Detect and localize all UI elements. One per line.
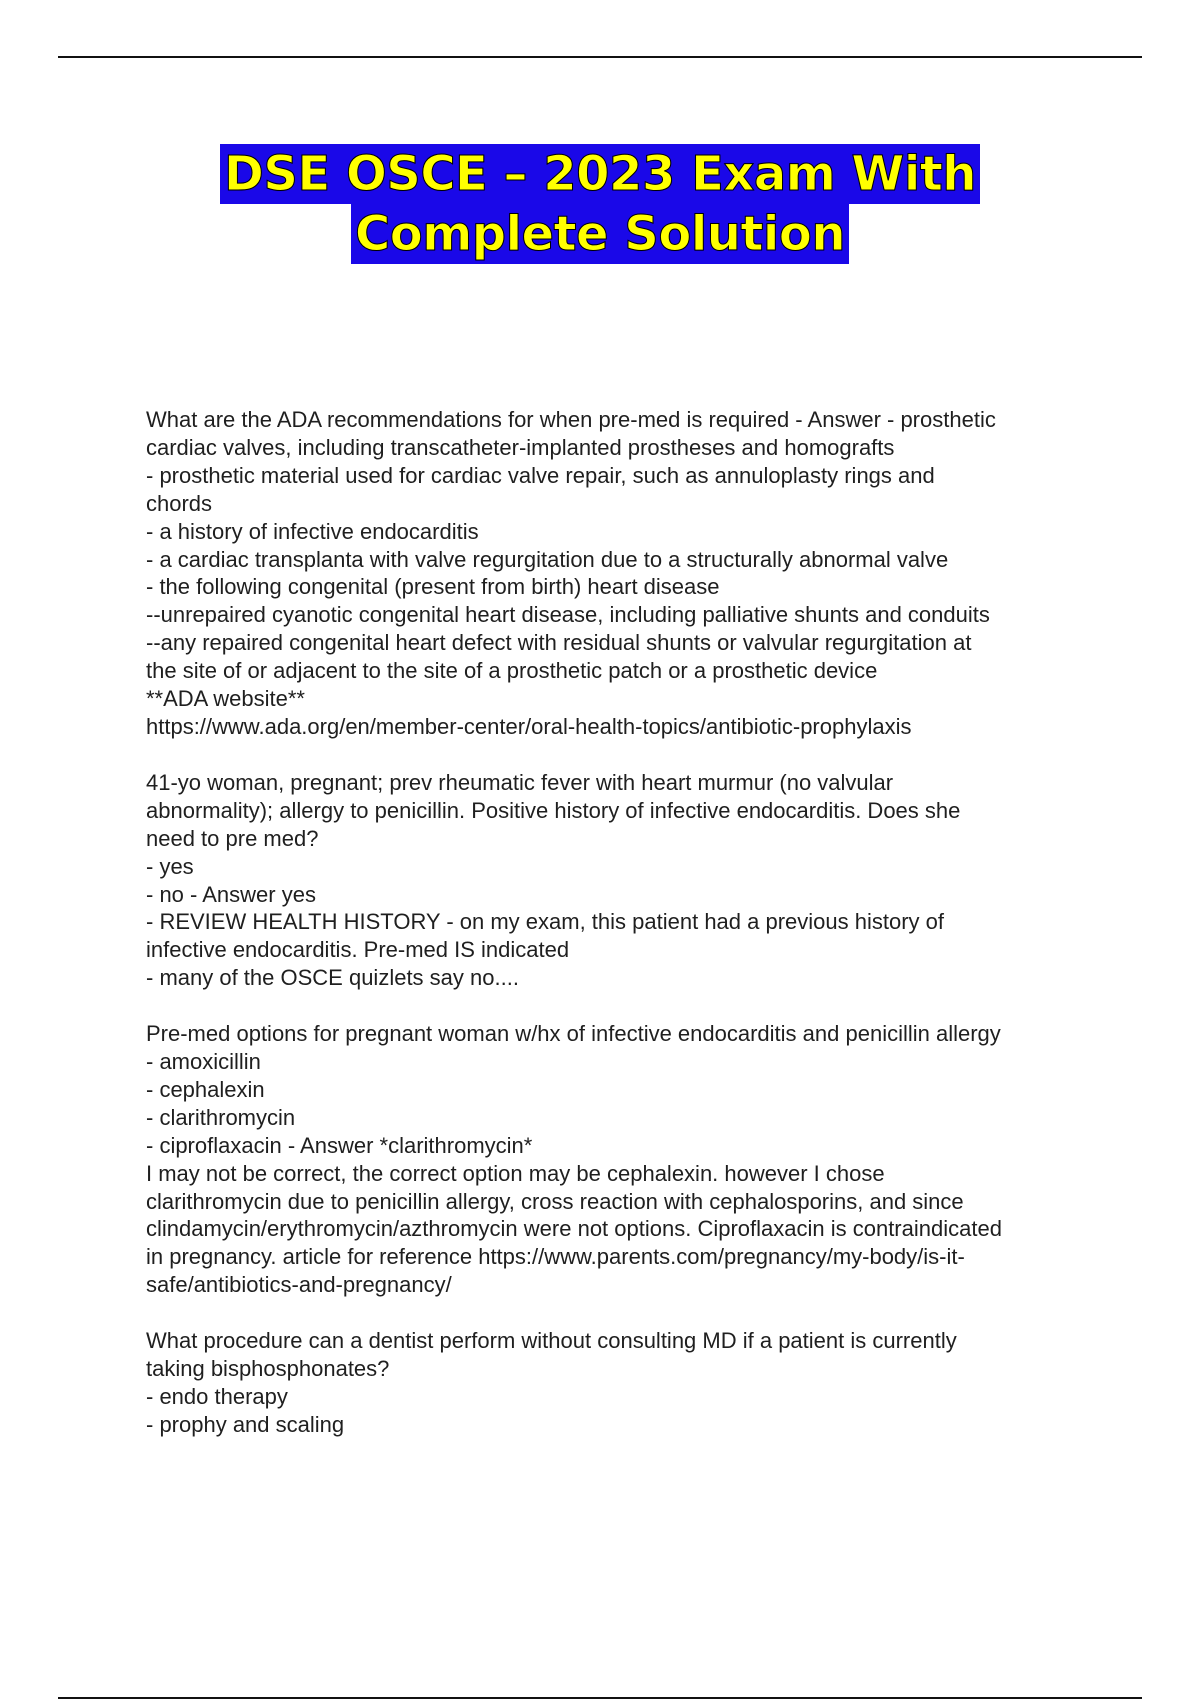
- text-line: - no - Answer yes: [146, 881, 316, 907]
- text-line: --unrepaired cyanotic congenital heart disease, including palliative shunts and conduits: [146, 602, 990, 628]
- text-line: https://www.ada.org/en/member-center/oral-health-topics/antibiotic-prophylaxis: [146, 713, 912, 739]
- text-line: - REVIEW HEALTH HISTORY - on my exam, this patient had a previous history of: [146, 909, 945, 935]
- text-line: infective endocarditis. Pre-med IS indicated: [146, 937, 570, 963]
- text-line: I may not be correct, the correct option may be cephalexin. however I chose: [146, 1160, 885, 1186]
- title-line-2: Complete Solution: [351, 204, 849, 264]
- text-line: What procedure can a dentist perform without consulting MD if a patient is currently: [146, 1328, 957, 1354]
- qa-block: [146, 769, 1096, 992]
- text-line: - many of the OSCE quizlets say no....: [146, 965, 519, 991]
- text-line: clindamycin/erythromycin/azthromycin were not options. Ciproflaxacin is contraindicated: [146, 1216, 1002, 1242]
- text-line: cardiac valves, including transcatheter-implanted prostheses and homografts: [146, 434, 895, 460]
- text-line: in pregnancy. article for reference https://www.parents.com/pregnancy/my-body/is-it-: [146, 1244, 965, 1270]
- document-title: [0, 144, 1200, 264]
- text-line: --any repaired congenital heart defect with residual shunts or valvular regurgitation at: [146, 630, 972, 656]
- title-line-1: DSE OSCE – 2023 Exam With: [220, 144, 980, 204]
- qa-block: [146, 406, 1096, 741]
- text-line: - cephalexin: [146, 1076, 265, 1102]
- text-line: clarithromycin due to penicillin allergy, cross reaction with cephalosporins, and since: [146, 1188, 964, 1214]
- text-line: - a cardiac transplanta with valve regurgitation due to a structurally abnormal valve: [146, 546, 949, 572]
- text-line: - clarithromycin: [146, 1104, 296, 1130]
- qa-block: [146, 1020, 1096, 1299]
- text-line: What are the ADA recommendations for when pre-med is required - Answer - prosthetic: [146, 407, 996, 432]
- text-line: **ADA website**: [146, 686, 305, 712]
- text-line: - amoxicillin: [146, 1049, 261, 1075]
- text-line: safe/antibiotics-and-pregnancy/: [146, 1272, 452, 1298]
- top-divider: [58, 56, 1142, 58]
- text-line: abnormality); allergy to penicillin. Positive history of infective endocarditis. Does she: [146, 797, 961, 823]
- text-line: chords: [146, 490, 213, 516]
- text-line: - a history of infective endocarditis: [146, 518, 479, 544]
- text-line: - the following congenital (present from birth) heart disease: [146, 574, 720, 600]
- text-line: 41-yo woman, pregnant; prev rheumatic fever with heart murmur (no valvular: [146, 769, 894, 795]
- text-line: - prophy and scaling: [146, 1411, 345, 1437]
- text-line: the site of or adjacent to the site of a prosthetic patch or a prosthetic device: [146, 658, 878, 684]
- text-line: taking bisphosphonates?: [146, 1356, 390, 1382]
- text-line: need to pre med?: [146, 825, 319, 851]
- text-line: - ciproflaxacin - Answer *clarithromycin*: [146, 1132, 533, 1158]
- text-line: - endo therapy: [146, 1384, 288, 1409]
- qa-block: [146, 1327, 1096, 1439]
- text-line: - prosthetic material used for cardiac valve repair, such as annuloplasty rings and: [146, 462, 935, 488]
- bottom-divider: [58, 1697, 1142, 1699]
- text-line: - yes: [146, 853, 194, 879]
- document-body: [146, 406, 1096, 1467]
- text-line: Pre-med options for pregnant woman w/hx of infective endocarditis and penicillin allergy: [146, 1021, 1001, 1047]
